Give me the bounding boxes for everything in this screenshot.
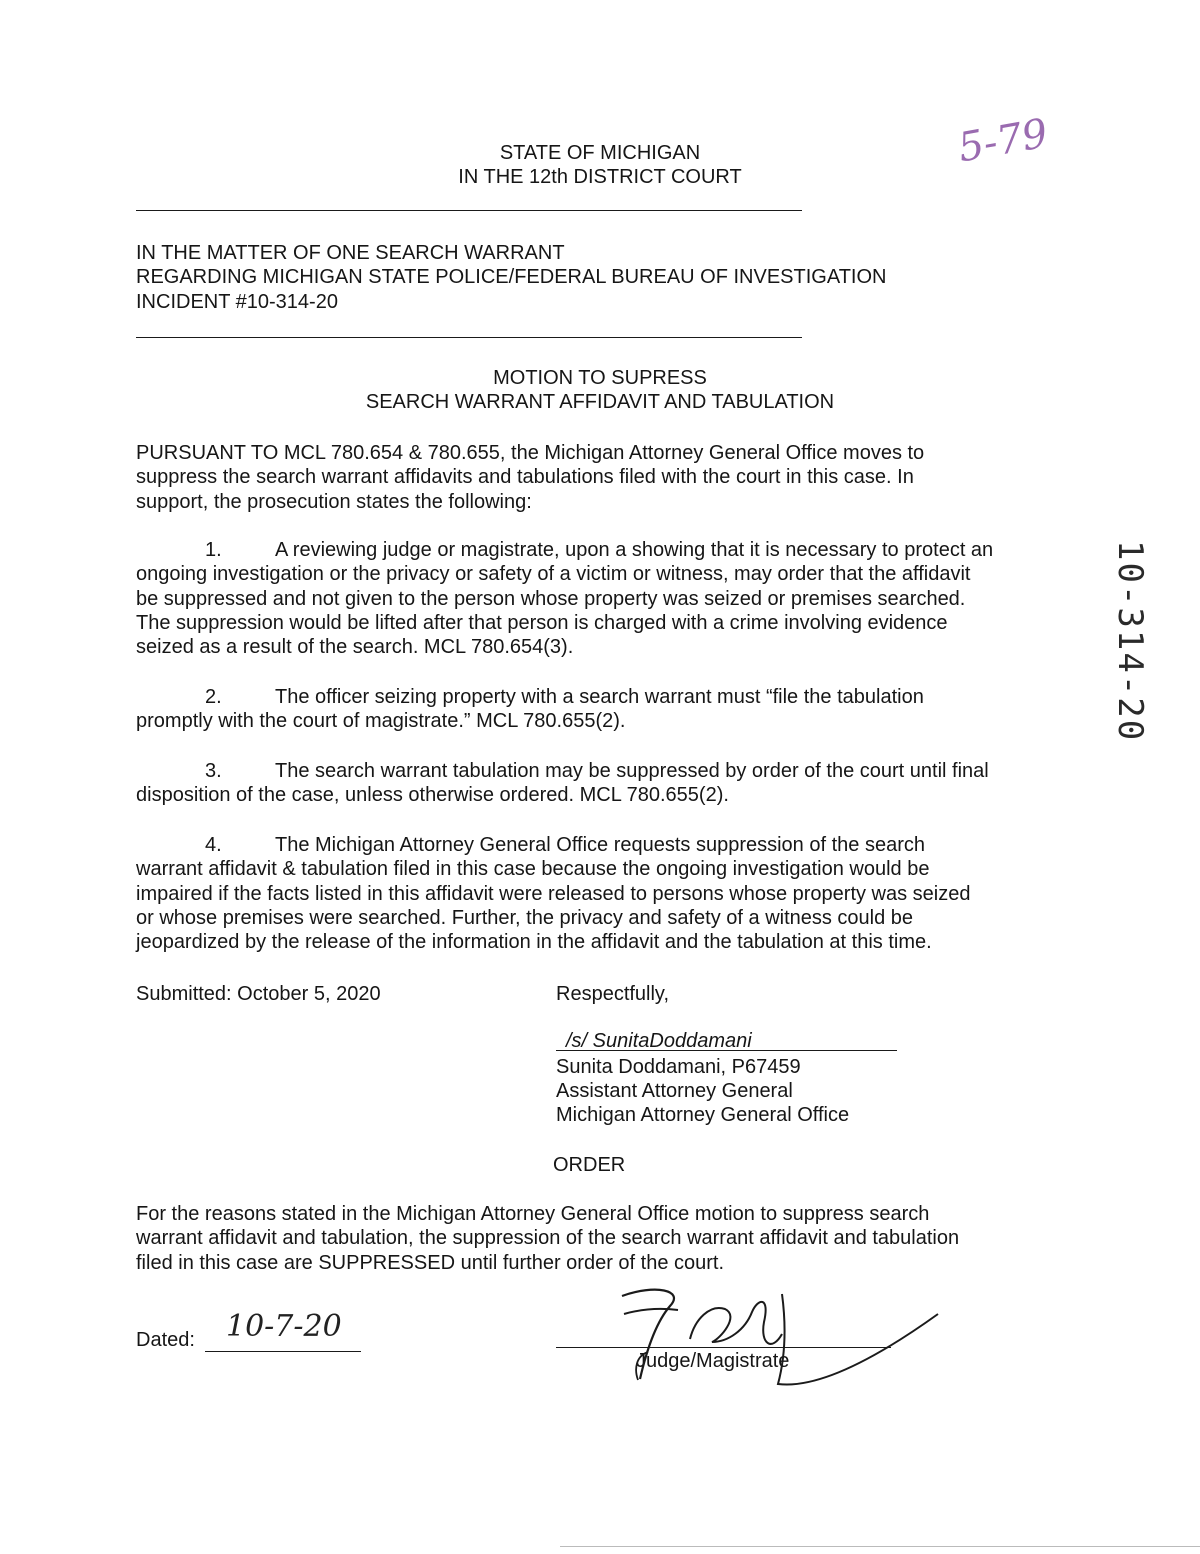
motion-title-line-1: MOTION TO SUPRESS [493, 367, 707, 389]
intro-line: PURSUANT TO MCL 780.654 & 780.655, the Michigan Attorney General Office moves to [136, 442, 925, 464]
intro-line: suppress the search warrant affidavits and tabulations filed with the court in this case. In [136, 466, 914, 489]
electronic-signature: /s/ SunitaDoddamani [566, 1030, 752, 1052]
court-heading: IN THE 12th DISTRICT COURT [458, 166, 742, 188]
order-line: filed in this case are SUPPRESSED until further order of the court. [136, 1251, 725, 1274]
numbered-paragraph-3 [136, 759, 1056, 808]
judge-label: Judge/Magistrate [636, 1350, 790, 1372]
paragraph-number: 3. [205, 760, 222, 782]
state-heading: STATE OF MICHIGAN [499, 142, 701, 164]
attorney-title: Assistant Attorney General [556, 1080, 793, 1102]
paragraph-line: The search warrant tabulation may be suppressed by order of the court until final [275, 760, 989, 782]
dated-line [205, 1351, 361, 1352]
numbered-paragraph-2 [136, 685, 1056, 734]
paragraph-line: The Michigan Attorney General Office requests suppression of the search [275, 834, 925, 856]
paragraph-line: seized as a result of the search. MCL 780.654(3). [136, 636, 574, 659]
matter-line-2: REGARDING MICHIGAN STATE POLICE/FEDERAL BUREAU OF INVESTIGATION [136, 266, 887, 288]
order-heading: ORDER [553, 1154, 626, 1176]
attorney-office: Michigan Attorney General Office [556, 1104, 850, 1126]
paragraph-line: be suppressed and not given to the person whose property was seized or premises searched. [136, 587, 966, 610]
incident-number: INCIDENT #10-314-20 [136, 291, 338, 313]
paragraph-line: promptly with the court of magistrate.” MCL 780.655(2). [136, 710, 626, 733]
order-paragraph [136, 1202, 1056, 1275]
paragraph-line: The suppression would be lifted after that person is charged with a crime involving evidence [136, 611, 948, 634]
handwritten-note: 5-79 [954, 110, 1052, 172]
order-line: warrant affidavit and tabulation, the suppression of the search warrant affidavit and tabulation [136, 1227, 960, 1250]
intro-paragraph [136, 441, 1056, 514]
motion-title-line-2: SEARCH WARRANT AFFIDAVIT AND TABULATION [365, 391, 835, 413]
paragraph-number: 1. [205, 539, 222, 561]
respectfully-closing: Respectfully, [556, 983, 670, 1005]
paragraph-number: 4. [205, 834, 222, 856]
paragraph-line: warrant affidavit & tabulation filed in this case because the ongoing investigation would be [136, 858, 930, 881]
dated-label: Dated: [136, 1329, 195, 1351]
matter-divider [136, 337, 802, 338]
handwritten-date: 10-7-20 [226, 1309, 342, 1344]
incident-side-stamp: 10-314-20 [1110, 540, 1150, 743]
submitted-date: Submitted: October 5, 2020 [136, 983, 381, 1005]
signature-line [556, 1050, 897, 1051]
matter-line-1: IN THE MATTER OF ONE SEARCH WARRANT [136, 242, 565, 264]
order-line: For the reasons stated in the Michigan Attorney General Office motion to suppress search [136, 1203, 930, 1225]
scan-edge [560, 1546, 1200, 1547]
paragraph-line: or whose premises were searched. Further, the privacy and safety of a witness could be [136, 906, 914, 929]
numbered-paragraph-4 [136, 833, 1056, 954]
paragraph-line: The officer seizing property with a search warrant must “file the tabulation [275, 686, 924, 708]
paragraph-line: disposition of the case, unless otherwise ordered. MCL 780.655(2). [136, 784, 729, 807]
judge-signature-scribble [600, 1284, 960, 1394]
paragraph-line: A reviewing judge or magistrate, upon a showing that it is necessary to protect an [275, 539, 994, 561]
paragraph-number: 2. [205, 686, 222, 708]
paragraph-line: ongoing investigation or the privacy or safety of a victim or witness, may order that the affidavit [136, 563, 971, 586]
attorney-name: Sunita Doddamani, P67459 [556, 1056, 801, 1078]
numbered-paragraph-1 [136, 538, 1056, 659]
paragraph-line: impaired if the facts listed in this affidavit were released to persons whose property was seized [136, 882, 971, 905]
paragraph-line: jeopardized by the release of the information in the affidavit and the tabulation at this time. [136, 931, 932, 954]
header-divider [136, 210, 802, 211]
intro-line: support, the prosecution states the following: [136, 490, 532, 513]
